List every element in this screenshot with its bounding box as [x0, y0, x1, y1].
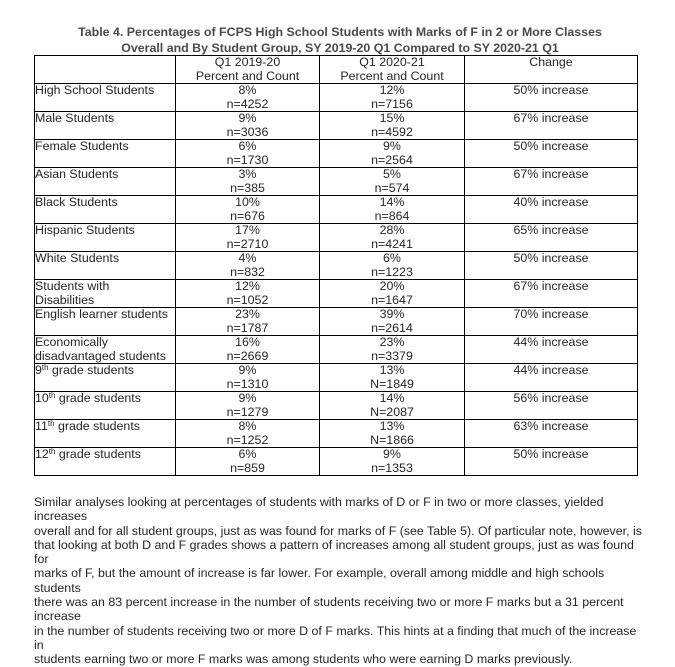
body-paragraph — [34, 495, 644, 667]
table-title-line-1: Table 4. Percentages of FCPS High School Students with Marks of F in 2 or More Classes — [78, 25, 602, 39]
percent-count-2020-21 — [320, 392, 465, 420]
table-row — [35, 252, 638, 280]
percent-count-2020-21 — [320, 420, 465, 448]
percent-value: 5% — [383, 167, 401, 181]
percent-count-2019-20 — [176, 364, 320, 392]
change-value: 50% increase — [513, 447, 589, 461]
grade-ordinal-suffix: th — [47, 419, 55, 428]
grade-number: 12 — [35, 447, 49, 461]
grade-label-rest: grade students — [55, 447, 141, 461]
count-value: n=2669 — [226, 348, 269, 363]
percent-count-2019-20 — [176, 448, 320, 476]
count-value: n=7156 — [371, 96, 413, 111]
percent-value: 6% — [238, 139, 257, 153]
percent-value: 12% — [379, 83, 405, 97]
grade-ordinal-suffix: th — [48, 391, 56, 400]
student-group-cell — [35, 308, 176, 336]
student-group-label: High School Students — [35, 83, 155, 97]
count-value: n=1730 — [226, 152, 269, 167]
change-cell — [465, 392, 638, 420]
student-group-label-line: disadvantaged students — [35, 348, 166, 363]
table-row — [35, 280, 638, 308]
change-value: 44% increase — [513, 335, 589, 349]
grade-label-rest: grade students — [48, 363, 134, 377]
count-value: n=385 — [230, 180, 265, 195]
percent-count-2020-21 — [320, 364, 465, 392]
percent-count-2019-20 — [176, 196, 320, 224]
student-group-label: Asian Students — [35, 167, 119, 181]
count-value: n=3036 — [226, 124, 269, 139]
student-group-label: Female Students — [35, 139, 129, 153]
change-cell — [465, 84, 638, 112]
percent-count-2020-21 — [320, 168, 465, 196]
percent-value: 14% — [379, 391, 405, 405]
change-value: 40% increase — [513, 195, 589, 209]
percent-count-2020-21 — [320, 336, 465, 364]
count-value: n=859 — [230, 460, 265, 475]
change-cell — [465, 224, 638, 252]
table-row — [35, 112, 638, 140]
change-cell — [465, 308, 638, 336]
student-group-cell — [35, 280, 176, 308]
percent-count-2020-21 — [320, 140, 465, 168]
table-row — [35, 420, 638, 448]
count-value: n=676 — [230, 208, 265, 223]
header-percent-count-label: Percent and Count — [195, 68, 300, 83]
student-group-label-line: Disabilities — [35, 292, 95, 307]
percent-count-2020-21 — [320, 84, 465, 112]
student-group-label-line: Economically — [35, 335, 108, 349]
student-group-cell — [35, 196, 176, 224]
percent-value: 20% — [379, 279, 405, 293]
percent-value: 23% — [379, 335, 405, 349]
percent-value: 6% — [238, 447, 257, 461]
table-row — [35, 308, 638, 336]
percent-count-2020-21 — [320, 308, 465, 336]
grade-label-rest: grade students — [54, 419, 140, 433]
paragraph-line: Similar analyses looking at percentages of students with marks of D or F in two or more classes, yielded increases — [34, 495, 604, 524]
count-value: n=1787 — [226, 320, 269, 335]
count-value: n=1279 — [226, 404, 269, 419]
percent-value: 8% — [238, 83, 257, 97]
percent-value: 13% — [379, 419, 405, 433]
header-student-group — [35, 56, 176, 84]
table-header-row — [35, 56, 638, 84]
change-cell — [465, 420, 638, 448]
count-value: n=1223 — [371, 264, 413, 279]
percent-value: 17% — [235, 223, 260, 237]
student-group-label: Hispanic Students — [35, 223, 135, 237]
percent-value: 6% — [383, 251, 401, 265]
percent-value: 9% — [383, 139, 401, 153]
student-group-cell — [35, 392, 176, 420]
percent-count-2019-20 — [176, 420, 320, 448]
student-group-cell — [35, 224, 176, 252]
table-row — [35, 168, 638, 196]
student-group-label: Black Students — [35, 195, 118, 209]
change-cell — [465, 196, 638, 224]
change-value: 67% increase — [513, 279, 589, 293]
percent-value: 4% — [238, 251, 257, 265]
student-group-cell — [35, 420, 176, 448]
grade-number: 11 — [35, 419, 48, 433]
percent-value: 39% — [379, 307, 405, 321]
change-cell — [465, 168, 638, 196]
header-q1-2020-21-label: Q1 2020-21 — [359, 55, 425, 69]
student-group-label-line: Students with — [35, 279, 110, 293]
percent-count-2019-20 — [176, 252, 320, 280]
student-group-label: English learner students — [35, 307, 168, 321]
change-cell — [465, 336, 638, 364]
student-group-cell — [35, 84, 176, 112]
percent-value: 12% — [235, 279, 260, 293]
percent-count-2019-20 — [176, 168, 320, 196]
percent-count-2019-20 — [176, 112, 320, 140]
percent-count-2020-21 — [320, 280, 465, 308]
count-value: n=4241 — [371, 236, 413, 251]
header-q1-2019-20 — [176, 56, 320, 84]
percent-value: 16% — [235, 335, 260, 349]
paragraph-line: students earning two or more F marks was among students who were earning D marks previously. — [34, 652, 573, 667]
change-value: 67% increase — [513, 111, 589, 125]
paragraph-line: marks of F, but the amount of increase is far lower. For example, overall among middle and high schools students — [34, 566, 605, 595]
table-row — [35, 84, 638, 112]
count-value: n=2710 — [226, 236, 269, 251]
percent-value: 9% — [238, 363, 257, 377]
paragraph-line: that looking at both D and F grades shows a pattern of increases among all student groups, just as was found for — [34, 537, 634, 567]
percent-count-2020-21 — [320, 448, 465, 476]
change-cell — [465, 448, 638, 476]
student-group-cell — [35, 168, 176, 196]
header-change — [465, 56, 638, 84]
table-row — [35, 336, 638, 364]
count-value: n=1310 — [226, 376, 269, 391]
grade-ordinal-suffix: th — [48, 447, 56, 456]
header-q1-2019-20-label: Q1 2019-20 — [214, 55, 281, 69]
table-body — [35, 84, 638, 476]
count-value: n=864 — [374, 208, 410, 223]
percent-value: 9% — [238, 111, 257, 125]
count-value: n=1647 — [371, 292, 413, 307]
student-group-cell — [35, 336, 176, 364]
percent-count-2019-20 — [176, 336, 320, 364]
change-value: 65% increase — [513, 223, 589, 237]
percent-value: 10% — [235, 195, 260, 209]
grade-label-rest: grade students — [55, 391, 141, 405]
table-row — [35, 364, 638, 392]
student-group-label: White Students — [35, 251, 120, 265]
header-change-label: Change — [529, 55, 573, 69]
percent-count-2019-20 — [176, 84, 320, 112]
percent-count-2020-21 — [320, 112, 465, 140]
percent-value: 9% — [238, 391, 257, 405]
change-value: 50% increase — [513, 83, 589, 97]
student-marks-table — [34, 55, 638, 476]
change-cell — [465, 140, 638, 168]
grade-number: 9 — [35, 363, 42, 377]
change-value: 63% increase — [513, 419, 589, 433]
table-row — [35, 196, 638, 224]
percent-count-2020-21 — [320, 224, 465, 252]
count-value: n=4252 — [226, 96, 269, 111]
change-cell — [465, 112, 638, 140]
change-cell — [465, 364, 638, 392]
change-value: 50% increase — [513, 251, 589, 265]
table-row — [35, 392, 638, 420]
count-value: n=3379 — [371, 348, 413, 363]
table-row — [35, 140, 638, 168]
paragraph-line: there was an 83 percent increase in the number of students receiving two or more F marks but a 31 percent increase — [34, 595, 624, 624]
change-value: 44% increase — [513, 363, 589, 377]
table-row — [35, 224, 638, 252]
student-group-cell — [35, 112, 176, 140]
percent-value: 8% — [238, 419, 257, 433]
student-group-cell — [35, 364, 176, 392]
percent-value: 13% — [379, 363, 405, 377]
grade-ordinal-suffix: th — [41, 363, 49, 372]
count-value: n=1052 — [226, 292, 269, 307]
percent-count-2020-21 — [320, 196, 465, 224]
paragraph-line: in the number of students receiving two or more D of F marks. This hints at a finding that much of the increase in — [34, 623, 637, 652]
change-value: 70% increase — [513, 307, 589, 321]
grade-number: 10 — [35, 391, 49, 405]
student-group-cell — [35, 448, 176, 476]
percent-count-2019-20 — [176, 224, 320, 252]
count-value: n=574 — [374, 180, 410, 195]
count-value: N=2087 — [370, 404, 414, 419]
student-group-cell — [35, 140, 176, 168]
table-title-line-2: Overall and By Student Group, SY 2019-20 Q1 Compared to SY 2020-21 Q1 — [121, 41, 559, 55]
count-value: n=1353 — [371, 460, 413, 475]
change-cell — [465, 252, 638, 280]
change-cell — [465, 280, 638, 308]
count-value: n=1252 — [226, 432, 269, 447]
percent-count-2020-21 — [320, 252, 465, 280]
count-value: n=2614 — [371, 320, 413, 335]
table-row — [35, 448, 638, 476]
percent-value: 15% — [379, 111, 405, 125]
count-value: n=4592 — [371, 124, 413, 139]
table-title — [30, 24, 650, 56]
percent-count-2019-20 — [176, 392, 320, 420]
change-value: 56% increase — [513, 391, 589, 405]
percent-count-2019-20 — [176, 308, 320, 336]
percent-value: 9% — [383, 447, 401, 461]
change-value: 67% increase — [513, 167, 589, 181]
student-group-label: Male Students — [35, 111, 115, 125]
change-value: 50% increase — [513, 139, 589, 153]
count-value: n=2564 — [371, 152, 413, 167]
header-q1-2020-21 — [320, 56, 465, 84]
percent-count-2019-20 — [176, 140, 320, 168]
percent-value: 3% — [238, 167, 257, 181]
percent-count-2019-20 — [176, 280, 320, 308]
header-percent-count-label: Percent and Count — [340, 68, 444, 83]
percent-value: 14% — [379, 195, 405, 209]
percent-value: 28% — [379, 223, 405, 237]
count-value: N=1866 — [370, 432, 414, 447]
count-value: n=832 — [230, 264, 265, 279]
percent-value: 23% — [235, 307, 260, 321]
count-value: N=1849 — [370, 376, 414, 391]
student-group-cell — [35, 252, 176, 280]
paragraph-line: overall and for all student groups, just as was found for marks of F (see Table 5). Of particular note, however, is — [34, 523, 642, 538]
